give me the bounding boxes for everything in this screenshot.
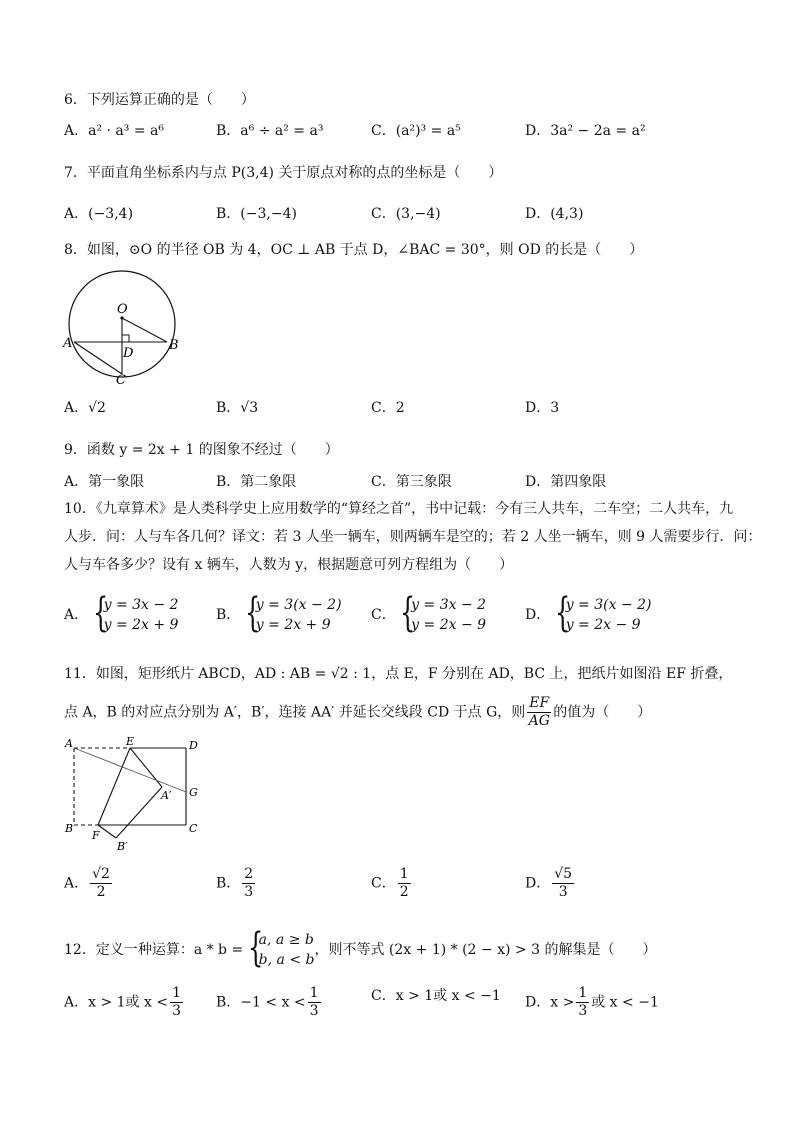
label-c: C [189, 822, 198, 835]
equation-line: y = 2x + 9 [103, 617, 179, 633]
equation-system: { y = 3(x − 2) y = 2x − 9 [554, 590, 652, 636]
q8-option-b[interactable]: B．√3 [216, 400, 259, 416]
right-angle-mark [122, 335, 129, 342]
question-9-stem: 9．函数 y = 2x + 1 的图象不经过（ ） [64, 442, 339, 458]
q10-option-d[interactable] [525, 590, 652, 636]
q11-rectangle-figure [62, 733, 212, 855]
segment-ag [74, 748, 186, 792]
q6-option-c[interactable]: C．(a²)³ = a⁵ [371, 123, 461, 139]
question-6-stem: 6．下列运算正确的是（ ） [64, 92, 255, 108]
q7-option-c[interactable]: C．(3,−4) [371, 206, 441, 222]
question-7-stem: 7．平面直角坐标系内与点 P(3,4) 关于原点对称的点的坐标是（ ） [64, 165, 503, 181]
q12-stem-pre: 12．定义一种运算：a * b = [64, 942, 244, 958]
question-11-line-1: 11．如图，矩形纸片 ABCD，AD : AB = √2 : 1，点 E，F 分别在 AD，BC 上，把纸片如图沿 EF 折叠， [64, 666, 733, 682]
edge-a1b1 [116, 787, 162, 838]
label-a-prime: A′ [161, 789, 172, 802]
equation-line: y = 2x − 9 [565, 617, 641, 633]
q12-option-b-text: −1 < x < [240, 994, 306, 1011]
q7-option-d[interactable]: D．(4,3) [525, 206, 584, 222]
question-10-options [64, 590, 744, 639]
q10-option-d-label: D． [525, 607, 551, 623]
question-11-options [64, 866, 744, 910]
question-8-stem: 8．如图，⊙O 的半径 OB 为 4，OC ⊥ AB 于点 D，∠BAC = 30°，则 OD 的长是（ ） [64, 242, 644, 258]
equation-line: y = 3(x − 2) [565, 597, 652, 613]
label-g: G [189, 786, 198, 799]
option-fraction [398, 866, 411, 901]
q10-option-c[interactable] [371, 590, 487, 636]
equation-line: y = 3(x − 2) [255, 597, 342, 613]
q9-option-d[interactable]: D．第四象限 [525, 474, 607, 490]
fraction-numerator: √2 [92, 866, 110, 882]
q10-option-a-label: A． [64, 607, 89, 623]
label-d: D [123, 346, 134, 361]
q11-option-d[interactable] [525, 866, 576, 901]
fraction-denominator: AG [528, 713, 550, 729]
question-11-line-2 [64, 695, 744, 730]
q11-fraction [527, 695, 551, 730]
fraction-denominator: 3 [558, 884, 568, 900]
option-fraction [170, 985, 183, 1020]
q12-option-b-label: B． [216, 994, 241, 1011]
q10-option-a[interactable] [64, 590, 179, 636]
label-d: D [189, 739, 198, 752]
q8-option-d[interactable]: D．3 [525, 400, 560, 416]
q6-option-d[interactable]: D．3a² − 2a = a² [525, 123, 646, 139]
q11-option-c-label: C． [371, 875, 396, 892]
q11-option-b[interactable] [216, 866, 257, 901]
fraction-numerator: 1 [578, 985, 588, 1001]
q12-stem-post: ，则不等式 (2x + 1) * (2 − x) > 3 的解集是（ ） [314, 942, 657, 958]
q11-option-a[interactable] [64, 866, 114, 901]
question-7-options [64, 203, 744, 229]
fraction-numerator: 1 [309, 985, 319, 1001]
q11-option-b-label: B． [216, 875, 241, 892]
label-e: E [126, 735, 135, 748]
question-8-options [64, 397, 744, 423]
q11-option-d-label: D． [525, 875, 551, 892]
q12-option-c-label: C． [371, 988, 396, 1004]
equation-line: y = 2x − 9 [411, 617, 487, 633]
question-6-options [64, 120, 744, 146]
question-12-stem [64, 925, 744, 972]
label-b-prime: B′ [117, 840, 128, 853]
q10-option-c-label: C． [371, 607, 396, 623]
fraction-denominator: 3 [172, 1003, 182, 1019]
q9-option-a[interactable]: A．第一象限 [64, 474, 145, 490]
equation-line: y = 2x + 9 [255, 617, 331, 633]
question-12-options [64, 985, 744, 1029]
q9-option-c[interactable]: C．第三象限 [371, 474, 452, 490]
fraction-denominator: 2 [96, 884, 106, 900]
fraction-denominator: 3 [244, 884, 254, 900]
option-fraction [308, 985, 321, 1020]
fraction-denominator: 3 [578, 1003, 588, 1019]
piecewise-definition: { a, a ≥ b b, a < b [247, 925, 315, 971]
question-10-line-2: 人步．问：人与车各几何？译文：若 3 人坐一辆车，则两辆车是空的；若 2 人坐一辆车，则 9 人需要步行．问： [64, 529, 762, 545]
option-fraction [90, 866, 112, 901]
q12-option-c[interactable] [371, 985, 501, 1007]
fraction-numerator: 1 [172, 985, 182, 1001]
q11-line-2-pre: 点 A，B 的对应点分别为 A′，B′，连接 AA′ 并延长交线段 CD 于点 G，则 [64, 704, 526, 721]
q8-circle-figure [62, 268, 192, 384]
question-9-options [64, 471, 744, 497]
q12-option-d-text: x > [550, 994, 575, 1011]
q6-option-a[interactable]: A．a² · a³ = a⁶ [64, 123, 164, 139]
fraction-numerator: EF [529, 695, 550, 711]
q11-line-2-post: 的值为（ ） [553, 704, 652, 721]
fraction-denominator: 2 [399, 884, 409, 900]
q12-option-d-label: D． [525, 994, 551, 1011]
label-f: F [92, 829, 100, 842]
q11-option-c[interactable] [371, 866, 413, 901]
equation-line: y = 3x − 2 [411, 597, 487, 613]
equation-system: { y = 3x − 2 y = 2x − 9 [400, 590, 487, 636]
q7-option-b[interactable]: B．(−3,−4) [216, 206, 297, 222]
fraction-numerator: √5 [554, 866, 573, 882]
q10-option-b[interactable] [216, 590, 342, 636]
edge-b1f [98, 825, 116, 838]
q12-option-d-post: 或 x < −1 [591, 994, 659, 1011]
equation-system: { y = 3x − 2 y = 2x + 9 [92, 590, 179, 636]
q12-option-a-label: A． [64, 994, 89, 1011]
option-fraction [576, 985, 589, 1020]
fraction-denominator: 3 [309, 1003, 319, 1019]
q12-option-a-text: x > 1或 x < [88, 994, 169, 1011]
equation-system: { y = 3(x − 2) y = 2x + 9 [244, 590, 342, 636]
label-o: O [117, 302, 128, 317]
q10-option-b-label: B． [216, 607, 241, 623]
fraction-numerator: 1 [399, 866, 409, 882]
question-10-line-1: 10．《九章算术》是人类科学史上应用数学的“算经之首”，书中记载：今有三人共车，二车空；二人共车，九 [64, 501, 734, 517]
label-b: B [65, 822, 74, 835]
q12-option-c-text: x > 1或 x < −1 [395, 988, 501, 1004]
piecewise-case: b, a < b [258, 952, 315, 968]
q12-option-a[interactable] [64, 985, 185, 1020]
q8-option-a[interactable]: A．√2 [64, 400, 106, 416]
q12-option-d[interactable] [525, 985, 659, 1020]
fraction-numerator: 2 [244, 866, 254, 882]
equation-line: y = 3x − 2 [103, 597, 179, 613]
q7-option-a[interactable]: A．(−3,4) [64, 206, 134, 222]
label-b: B [169, 338, 179, 353]
q8-option-c[interactable]: C．2 [371, 400, 405, 416]
piecewise-case: a, a ≥ b [258, 932, 314, 948]
question-10-line-3: 人与车各多少？设有 x 辆车，人数为 y，根据题意可列方程组为（ ） [64, 557, 514, 573]
label-a: A [63, 336, 73, 351]
option-fraction [552, 866, 574, 901]
q6-option-b[interactable]: B．a⁶ ÷ a² = a³ [216, 123, 324, 139]
label-a: A [65, 737, 73, 750]
q11-option-a-label: A． [64, 875, 89, 892]
q12-option-b[interactable] [216, 985, 323, 1020]
q9-option-b[interactable]: B．第二象限 [216, 474, 297, 490]
option-fraction [242, 866, 255, 901]
label-c: C [116, 373, 126, 384]
